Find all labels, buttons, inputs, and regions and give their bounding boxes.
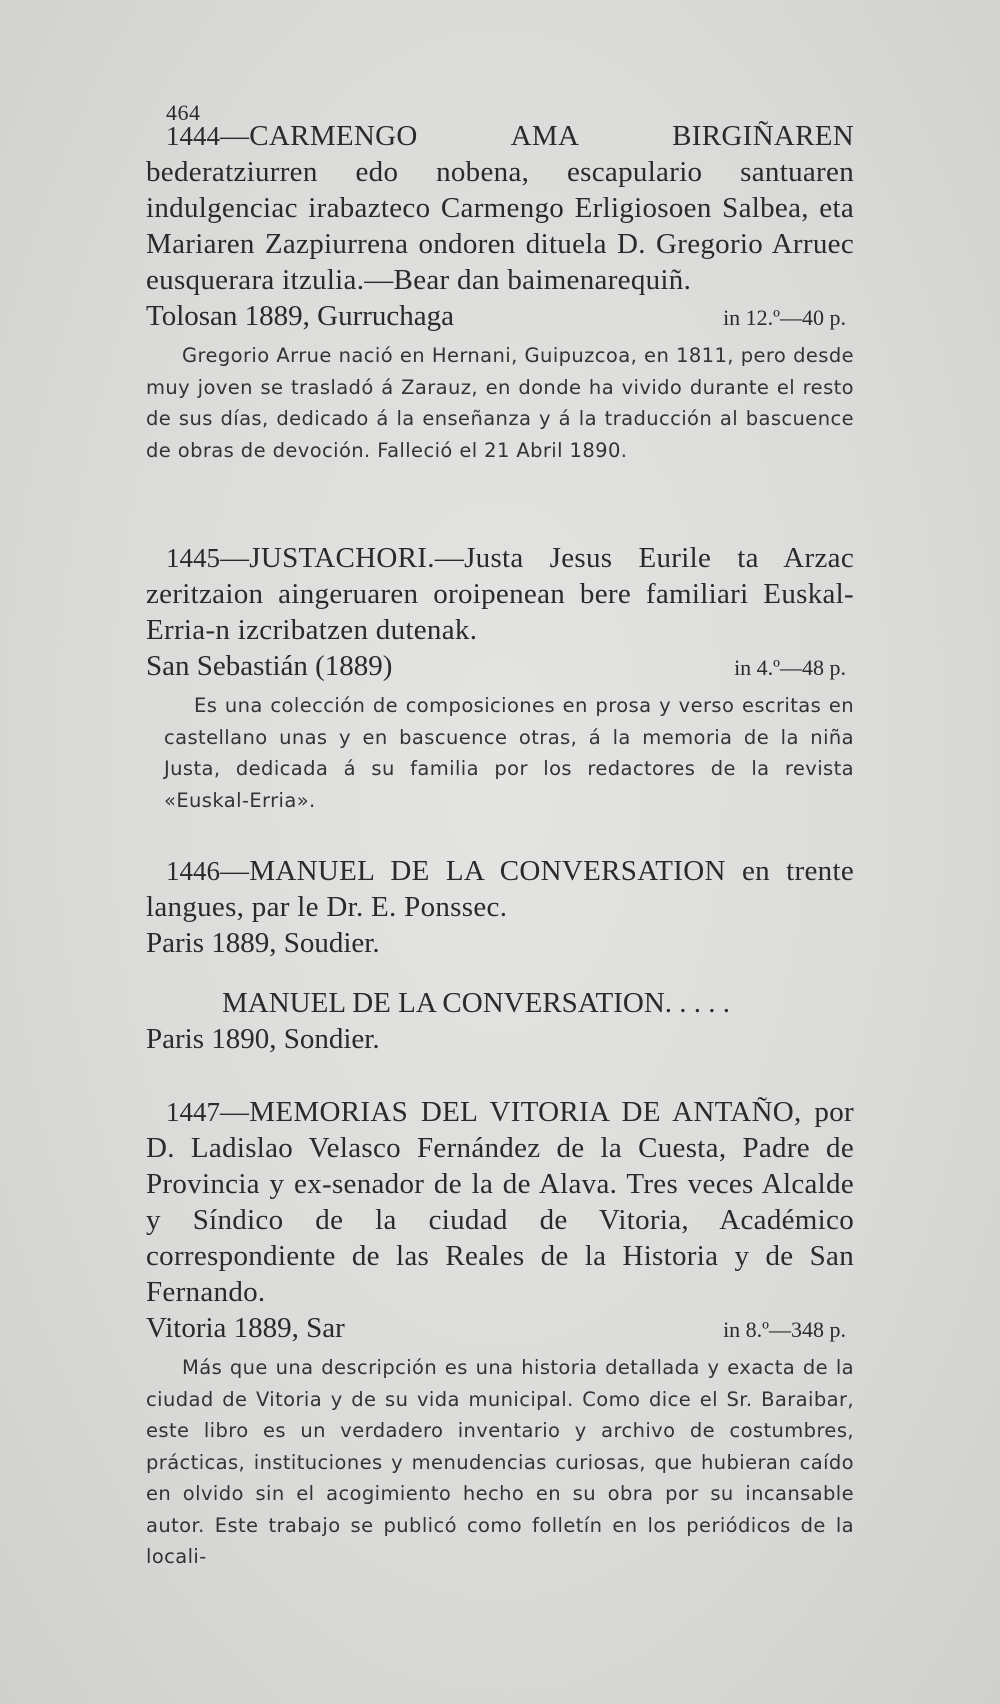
- imprint-format: in 12.º—40 p.: [723, 305, 846, 330]
- entry-note: Es una colección de composiciones en prosa y verso escritas en castellano unas y en bascuence otras, á la memoria de la niña Justa, dedicada á su familia por los redactores de la revista «Euskal-Erria».: [164, 694, 854, 812]
- imprint-place-date: Tolosan 1889, Gurruchaga: [146, 300, 455, 332]
- entry-title: [146, 118, 854, 298]
- entry-number: 1447: [166, 1097, 220, 1127]
- imprint-format: in 4.º—48 p.: [734, 655, 846, 680]
- entry-title: [146, 540, 854, 648]
- entry-imprint: [146, 298, 854, 336]
- entry-note: Gregorio Arrue nació en Hernani, Guipuzcoa, en 1811, pero desde muy joven se trasladó á Zarauz, en donde ha vivido durante el resto de sus días, dedicado á la enseñanza y á la traducción al bascuence de obras de devoción. Falleció el 21 Abril 1890.: [146, 344, 854, 462]
- entry-subtitle: MANUEL DE LA CONVERSATION. . . . .: [222, 987, 731, 1019]
- imprint-place-date: San Sebastián (1889): [146, 650, 393, 682]
- entry-title: [146, 853, 854, 925]
- page-number: 464: [166, 100, 201, 125]
- entry-imprint: [146, 1310, 854, 1348]
- entry-imprint: [146, 648, 854, 686]
- imprint-format: in 8.º—348 p.: [723, 1317, 846, 1342]
- entry-number: 1444: [166, 121, 220, 151]
- entry-sub-imprint: Paris 1890, Sondier.: [146, 1023, 380, 1055]
- entry-text: —MEMORIAS DEL VITORIA DE ANTAÑO, por D. Ladislao Velasco Fernández de la Cuesta, Padre de Provincia y ex-senador de la de Alava. Tres veces Alcalde y Síndico de la ciudad de Vitoria, Académico correspondiente de las Reales de la Historia y de San Fernando.: [146, 1096, 854, 1308]
- imprint-place-date: Vitoria 1889, Sar: [146, 1312, 345, 1344]
- entry-text: —MANUEL DE LA CONVERSATION en trente langues, par le Dr. E. Ponssec.: [146, 855, 854, 923]
- entry-title: [146, 1094, 854, 1310]
- entry-number: 1445: [166, 543, 220, 573]
- entry-note: Más que una descripción es una historia detallada y exacta de la ciudad de Vitoria y de su vida municipal. Como dice el Sr. Baraibar, este libro es un verdadero inventario y archivo de costumbres, prácticas, instituciones y menudencias curiosas, que hubieran caído en olvido sin el acogimiento hecho en su obra por su incansable autor. Este trabajo se publicó como folletín en los periódicos de la locali-: [146, 1356, 854, 1568]
- entry-number: 1446: [166, 856, 220, 886]
- entry-text: —CARMENGO AMA BIRGIÑAREN bederatziurren edo nobena, escapulario santuaren indulgenciac irabazteco Carmengo Erligiosoen Salbea, eta Mariaren Zazpiurrena ondoren dituela D. Gregorio Arruec eusquerara itzulia.—Bear dan baimenarequiñ.: [146, 120, 854, 296]
- catalog-entry-1444: [146, 118, 854, 466]
- catalog-entry-1446: [146, 853, 854, 1057]
- entry-imprint: Paris 1889, Soudier.: [146, 927, 380, 959]
- entry-text: —JUSTACHORI.—Justa Jesus Eurile ta Arzac zeritzaion aingeruaren oroipenean bere familiari Euskal-Erria-n izcribatzen dutenak.: [146, 542, 854, 646]
- catalog-entry-1447: [146, 1094, 854, 1573]
- catalog-entry-1445: [146, 540, 854, 816]
